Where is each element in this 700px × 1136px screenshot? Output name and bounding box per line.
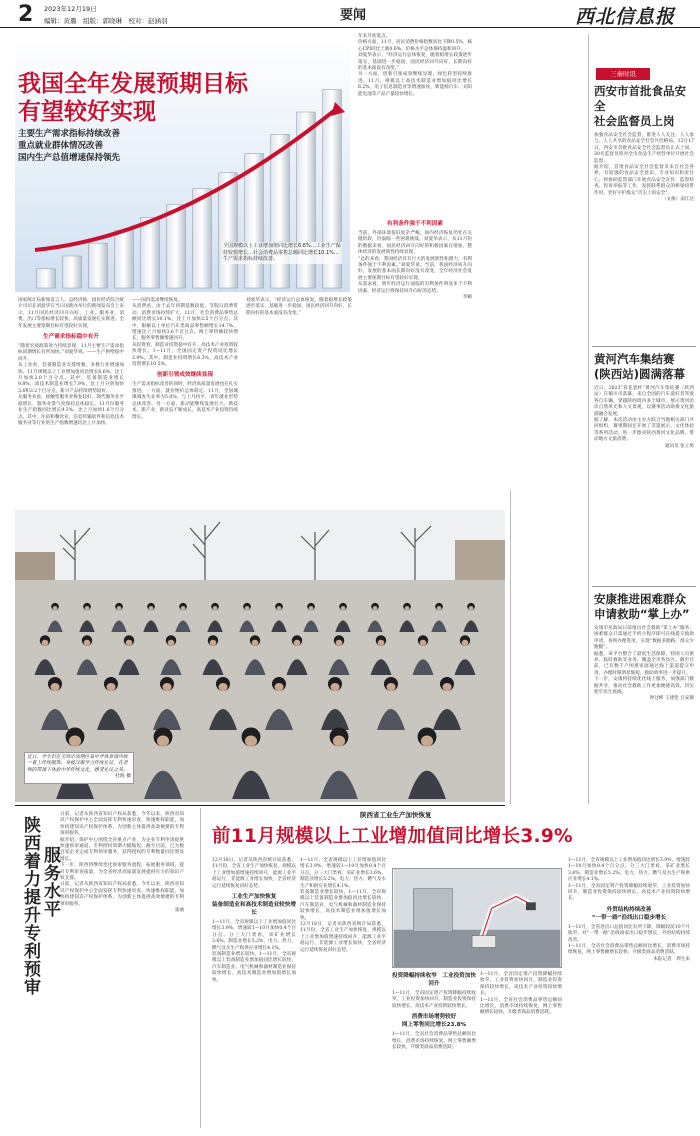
section-name: 要闻 xyxy=(340,8,367,23)
paragraph: 刘爱华表示，“经济运行总体恢复，随着稳增长政策逐步落实，基础进一步稳固，国民经济回升向好，长期向好的基本面没有改变。” xyxy=(358,53,472,72)
subhead-line: 主要生产需求指标持续改善 xyxy=(18,129,121,139)
column-divider xyxy=(588,34,589,804)
industry-column-2 xyxy=(300,858,386,954)
chart-bar xyxy=(89,243,108,288)
main-subheads xyxy=(18,128,228,164)
subhead-line: 重点就业群体情况改善 xyxy=(18,141,104,151)
editor-credits: 编辑：黄璐 组版：郭晓琳 校对：赵涵羽 xyxy=(44,17,168,25)
paragraph: 刘爱华表示，“经济运行总体恢复，随着稳增长政策逐步落实，基础进一步稳固，国民经济回升向好，长期向好的基本面没有改变。” xyxy=(246,298,352,316)
paragraph: 装备制造业增长较快，1—11月，全省规模以上装备制造业增加值同比增长较快，汽车制造业、电气机械和器材制造业保持较快增长，高技术制造业增加值增长加快。 xyxy=(300,890,386,921)
article-column-2 xyxy=(132,298,238,421)
section-divider xyxy=(15,805,505,806)
paragraph: 另一方面，创新引领成效继续显现，绿色转型持续推进。11月，规模以上高技术制造业增加值同比增长6.2%，电子信息制造业等增速加快，新能源汽车、太阳能电池等产品产量较快增长。 xyxy=(358,72,472,97)
newspaper-logo: 西北信息报 xyxy=(575,6,676,28)
paragraph: 1—11月，全省规模以上工业增加值同比增长3.9%，增速较1—10月加快0.4个百分点。分三大门类看，采矿业增长3.6%，制造业增长5.2%，电力、热力、燃气及水生产和供应业增长4.1%。 xyxy=(212,920,296,951)
industry-kicker: 陕西省工业生产加快恢复 xyxy=(360,811,432,819)
brief-title: 黄河汽车集结赛 (陕西站)圆满落幕 xyxy=(594,352,686,381)
chart-bar xyxy=(167,205,186,288)
brief-story-ankang-aid xyxy=(594,592,694,703)
section-subhead: 外贸结构持续改善 “一带一路”沿线出口稳步增长 xyxy=(591,906,667,921)
article-column-5 xyxy=(358,218,472,301)
paragraph: 1—11月，全省固定资产投资降幅持续收窄，工业投资加快回升，制造业投资保持较快增长，高技术产业投资较快增长。 xyxy=(480,972,562,997)
paragraph: “随着宏观政策效力持续显现，11月主要生产需求指标同期增长有所加快。”刘爱华说。——生产供给稳中回升。 xyxy=(18,344,124,362)
paragraph: 据介绍，首批食品安全社会监督员来自社会各界，有较强的食品安全意识、专业知识和责任心，将协助监管部门开展食品安全宣传、监督检查、投诉举报等工作，发挥联系群众的桥梁纽带作用，更好守护群众“舌尖上的安全”。 xyxy=(594,165,694,196)
paragraph: 近日，2023“青花瓷杯”黄河汽车集结赛（陕西站）在铜川市落幕。来自全国的汽车爱好者驾驶各自车辆，穿越陕西境内多个城市，展示黄河沿岸自然风光和人文景观，以赛事活动助推文化旅游融合发展。 xyxy=(594,386,694,417)
industry-column-5 xyxy=(568,858,690,963)
paragraph: 装备制造业增长较快，1—11月，全省规模以上装备制造业增加值同比增长较快，汽车制造业、电气机械和器材制造业保持较快增长，高技术制造业增加值增长加快。 xyxy=(212,952,296,983)
industry-headline: 前11月规模以上工业增加值同比增长3.9% xyxy=(212,826,573,847)
paragraph: 从消费看，由于去年同期基数较低，节假日消费带动，消费市场持续扩大。11月，社会消费品零售总额同比增长10.1%，比上月加快2.5个百分点。其中，限额以上单位汽车类商品零售额增长14.7%，增速比上月加快3.6个百分点。网上零售额较快增长，服务零售额增速回升。 xyxy=(132,304,238,342)
section-subhead: 消费市场增势较好 网上零售同比增长23.8% xyxy=(401,1014,467,1029)
paragraph: 1—11月，全省进出口总值同比有所下降，降幅较前10个月收窄。对“一带一路”沿线国家出口稳步增长，外贸结构持续改善。 xyxy=(568,924,690,943)
brief-story-food-safety xyxy=(594,84,694,203)
page-number: 2 xyxy=(18,2,34,27)
main-headline: 我国全年发展预期目标 有望较好实现 xyxy=(18,71,248,125)
paragraph: 从投资看，制造业投资稳中有升，高技术产业投资较快增长。1—11月，全国固定资产投资同比增长2.9%。其中，制造业投资增长6.3%，高技术产业投资增长10.5%。 xyxy=(132,342,238,368)
chart-bar xyxy=(37,269,56,288)
chart-bar xyxy=(63,256,82,288)
paragraph: 生产需求指标改善的同时，经济高质量发展也在扎实推进。一方面，就业物价总体稳定。11月，全国城镇调查失业率为5.0%，与上月持平，青年就业形势总体改善。另一方面，新动能继续发展壮大，新技术、新产业、新业态不断成长，高技术产业投资持续增长。 xyxy=(132,382,238,420)
paragraph: 据悉，该平台整合了最低生活保障、特困人员供养、临时救助等业务，覆盖全市各县区。截至目前，已有数千户困难家庭通过线上渠道提交申请，办理时限明显缩短，救助效率进一步提升。 xyxy=(594,651,694,676)
patent-story-title: 陕西着力提升专利预审 xyxy=(20,816,40,996)
article-column-4 xyxy=(246,298,352,317)
news-brief-tag: 三秦时讯 xyxy=(596,68,650,80)
paragraph: 1—11月，全省规模以上工业增加值同比增长3.9%，增速较1—10月加快0.4个百分点。分三大门类看，采矿业增长3.6%，制造业增长5.2%，电力、热力、燃气及水生产和供应业增长4.1%。 xyxy=(300,858,386,889)
paragraph: 12月18日，记者从陕西省统计局获悉，11月份，全省工业生产加快恢复，规模以上工业增加值增速持续回升，能源工业平稳运行，非能源工业增长加快，全省经济运行延续恢复向好态势。 xyxy=(212,858,296,889)
industry-column-3 xyxy=(392,972,476,1051)
brief-title: 安康推进困难群众 申请救助“掌上办” xyxy=(594,592,690,621)
divider xyxy=(592,346,696,347)
paragraph: 1—11月，全省固定资产投资降幅持续收窄，工业投资加快回升，制造业投资保持较快增长，高技术产业投资较快增长。 xyxy=(568,883,690,902)
brief-title: 西安市首批食品安全 社会监督员上岗 xyxy=(594,84,686,128)
byline: 张丽 xyxy=(174,908,184,914)
paragraph: “总的来看，我国经济具有巨大的发展韧性和潜力，有利条件强于不利因素。”刘爱华说，当前，我国经济回升向好，发展的基本面长期向好没有改变，全年经济社会发展主要预期目标有望较好实现。 xyxy=(358,256,472,281)
section-subhead: 生产需求指标稳中有升 xyxy=(43,334,99,341)
paragraph: 价格方面，11月，居民消费价格指数同比下降0.5%，核心CPI同比上涨0.6%，价格水平总体保持温和回升。 xyxy=(358,40,472,52)
section-subhead: 创新引领成效继续显现 xyxy=(157,372,213,379)
paragraph: 1—11月，全省社会消费品零售总额同比增长，消费市场持续恢复，网上零售额增长较快，升级类商品消费活跃。 xyxy=(568,944,690,956)
paragraph: 12月18日，记者从陕西省统计局获悉，11月份，全省工业生产加快恢复，规模以上工业增加值增速持续回升，能源工业平稳运行，非能源工业增长加快，全省经济运行延续恢复向好态势。 xyxy=(300,922,386,953)
paragraph: 1—11月，全省规模以上工业增加值同比增长3.9%，增速较1—10月加快0.4个百分点。分三大门类看，采矿业增长3.6%，制造业增长5.2%，电力、热力、燃气及水生产和供应业增长4.1%。 xyxy=(568,858,690,883)
byline: 通讯员 张立勇 xyxy=(664,443,694,449)
paragraph: 当前，外部环境依旧复杂严峻，国内经济恢复仍处在关键阶段，仍面临一些困难挑战。刘爱华表示，从11月份的数据来看，国民经济回升向好的积极因素在增加，整体经济的发展韧性持续显现。 xyxy=(358,231,472,256)
chart-caption: 全国规模以上工业增加值同比增长6.6%…工业生产保持较快增长…社会消费品零售总额同比增长10.1%…生产需求指标持续改善。 xyxy=(223,243,341,263)
paragraph: 安康市民政局日前推出社会救助“掌上办”服务，困难群众只需通过手机小程序即可在线提交救助申请，查询办理进度，实现“数据多跑路、群众少跑腿”。 xyxy=(594,626,694,651)
paragraph: 加强食品安全社会监督，推进人人关注、人人参与、人人共享的食品安全社会共治格局。12月17日，西安市首批食品安全社会监督员正式上岗，20名监督员将对全市食品生产经营单位开展社会监督。 xyxy=(594,133,694,164)
byline: 钟达彬 王建伦 吕安静 xyxy=(649,696,694,702)
chart-bar xyxy=(219,173,238,288)
paragraph: 日前，记者从陕西省知识产权局获悉，今年以来，陕西省知识产权保护中心全面发挥专利快速审查、快速维权职能，加快构建知识产权保护体系，为创新主体提供高效便捷的专利预审服务。 xyxy=(60,882,184,907)
photo-caption: 近日，学生们在宝鸡市凤翔区某中学体育馆内统一着上传统服饰，身披汉服学习传统礼仪，在老师的带领下体验中华传统文化，感受礼仪之美。 杜海 摄 xyxy=(24,752,134,784)
section-subhead: 装备制造业和高技术制造业较快增长 xyxy=(212,902,296,917)
section-subhead: 工业生产加快恢复 xyxy=(231,894,277,901)
industry-column-4 xyxy=(480,972,562,1017)
page-header xyxy=(0,0,700,28)
paragraph: 1—11月，全省固定资产投资降幅持续收窄，工业投资加快回升，制造业投资保持较快增长，高技术产业投资较快增长。 xyxy=(392,991,476,1009)
article-column-3 xyxy=(358,34,472,98)
chart-bar xyxy=(141,218,160,288)
divider xyxy=(592,586,696,587)
paragraph: 年来月度低点。 xyxy=(358,34,391,39)
paragraph: 1—11月，全省社会消费品零售总额同比增长，消费市场持续恢复，网上零售额增长较快，升级类商品消费活跃。 xyxy=(392,1032,476,1051)
paragraph: 从服务业看，接触型服务业恢复较好。现代服务业平稳增长，服务业景气度保持总体稳定。11月份服务业生产指数同比增长9.3%，比上月加快1.6个百分点。其中，住宿和餐饮业、信息传输软件和信息技术服务业等行业的生产指数增速均比上月加快。 xyxy=(18,395,124,426)
byline: 李颖 xyxy=(462,295,472,301)
paragraph: 据介绍，保护中心围绕全省重点产业，为企业专利申请提供快速预审通道，专利授权周期大幅缩短。截至目前，已为数百家企业完成专利预审服务，获得授权的专利数量同比明显增长。 xyxy=(60,837,184,862)
industry-column-1 xyxy=(212,858,296,984)
paragraph: 从工业看，装备制造业支撑增强，多数行业增速加快。11月规模以上工业增加值同比增长6.6%，比上月加快2.0个百分点。其中，装备制造业增长9.8%，高技术制造业增长7.9%，比上月分别加快3.6和3.2个百分点。新兴产品持续增势较好。 xyxy=(18,363,124,394)
article-column-1 xyxy=(18,298,124,427)
lead-paragraph: 国家统计局新闻发言人、总经济师，国民经济综合统计司司长刘爱华在当日国新办举行的新闻发布会上表示，11月国民经济回升向好，工业、服务业、消费、出口等指标增长较快，高质量发展扎实推进。全年发展主要预期目标有望较好实现。 xyxy=(18,298,124,329)
paragraph: 下一步，安康将持续优化线上服务，加强部门数据共享，推动社会救助工作更加便捷高效，切实兜牢民生底线。 xyxy=(594,677,694,696)
factory-robot-photo xyxy=(392,868,562,968)
paragraph: 据了解，本次活动由主办方联合当地相关部门共同组织，赛事期间还开展了非遗展示、文化体验等系列活动，进一步擦亮陕西黄河文化品牌，带动地方文旅消费。 xyxy=(594,418,694,443)
byline: 本报记者 周生来 xyxy=(653,956,690,962)
column-divider xyxy=(510,490,511,804)
chart-bar xyxy=(193,189,212,288)
paragraph: 1—11月，全省社会消费品零售总额同比增长，消费市场持续恢复，网上零售额增长较快，升级类商品消费活跃。 xyxy=(480,997,562,1016)
subhead-line: 国内生产总值增速保持领先 xyxy=(18,153,121,163)
paragraph: 下一步，陕西将继续优化预审服务流程，拓展服务领域，提升专利审查质量，为全省经济高质量发展提供有力的知识产权支撑。 xyxy=(60,863,184,882)
photo-credit: 杜海 摄 xyxy=(115,774,131,780)
section-subhead: 投资降幅持续收窄 工业投资加快回升 xyxy=(392,973,476,987)
column-divider xyxy=(200,808,201,1128)
issue-date: 2023年12月19日 xyxy=(44,5,97,13)
paragraph: ——国内需求继续恢复。 xyxy=(132,298,183,303)
patent-story-body xyxy=(60,812,184,915)
paragraph: 从需求看，明年经济运行面临的有利条件明显多于不利因素，经济运行将保持回升向好的态势。 xyxy=(358,282,472,294)
chart-bar xyxy=(115,230,134,288)
section-subhead: 有利条件强于不利因素 xyxy=(387,221,443,227)
byline: （文俊）南江达 xyxy=(661,197,694,203)
paragraph: 日前，记者从陕西省知识产权局获悉，今年以来，陕西省知识产权保护中心全面发挥专利快速审查、快速维权职能，加快构建知识产权保护体系，为创新主体提供高效便捷的专利预审服务。 xyxy=(60,812,184,837)
brief-story-yellow-river-rally xyxy=(594,352,694,450)
patent-story-subtitle: 服务水平 xyxy=(40,846,60,918)
